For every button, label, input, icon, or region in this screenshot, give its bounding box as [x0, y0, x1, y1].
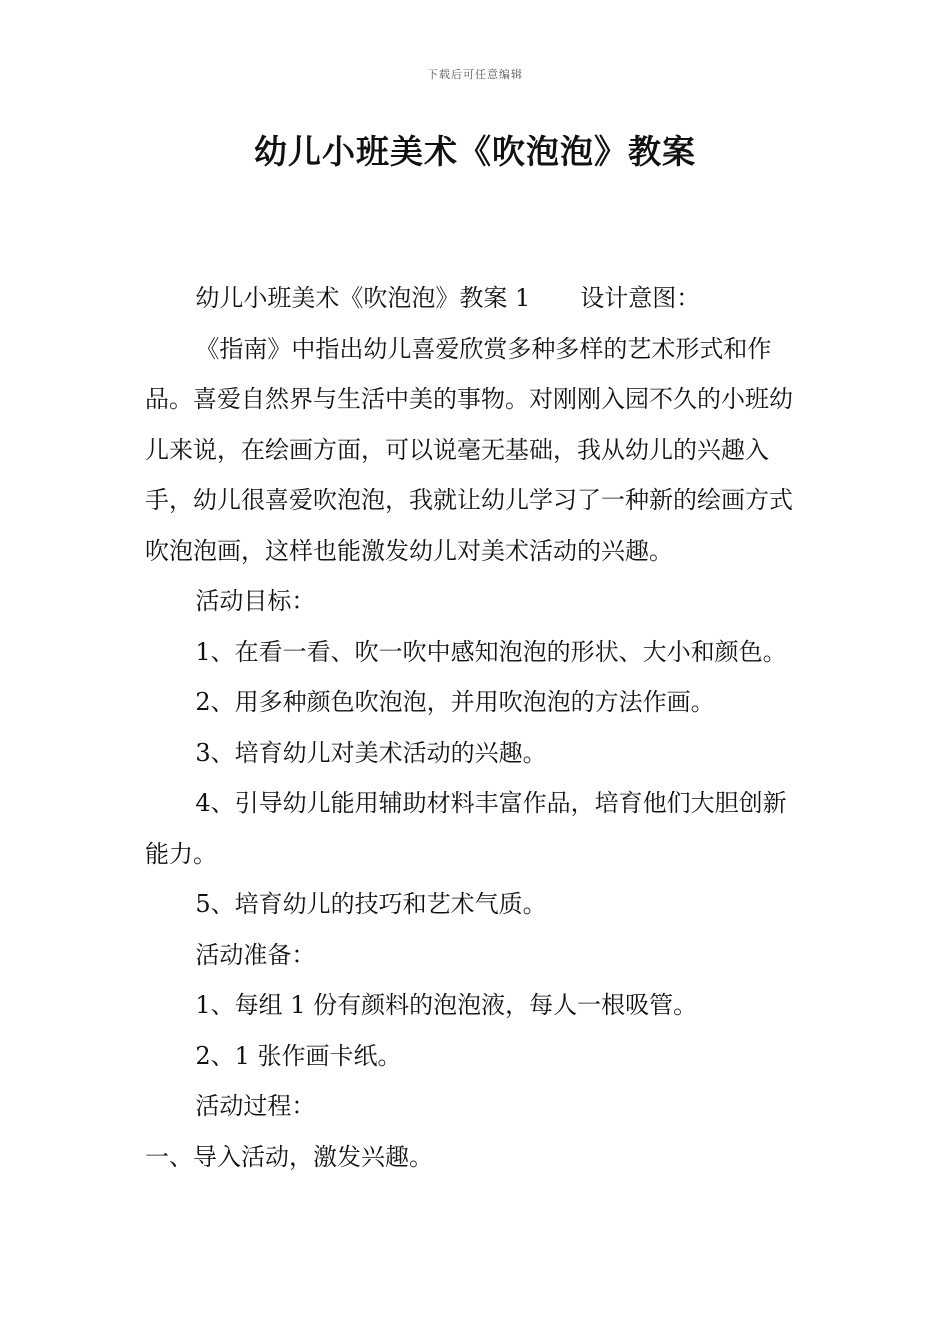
- goal-item-5: 5、培育幼儿的技巧和艺术气质。: [195, 890, 547, 918]
- heading-preparation: 活动准备：: [195, 940, 316, 969]
- heading-process: 活动过程：: [195, 1092, 316, 1120]
- page-header-note: 下载后可任意编辑: [427, 68, 523, 81]
- goal-item-4: 4、引导幼儿能用辅助材料丰富作品，培育他们大胆创新能力。: [145, 789, 787, 868]
- document-title: 幼儿小班美术《吹泡泡》教案: [254, 132, 696, 171]
- heading-goals: 活动目标：: [195, 587, 316, 615]
- preparation-item-1: 1、每组 1 份有颜料的泡泡液，每人一根吸管。: [195, 991, 698, 1019]
- design-intent-heading: 设计意图：: [580, 284, 701, 312]
- goal-item-2: 2、用多种颜色吹泡泡，并用吹泡泡的方法作画。: [195, 688, 715, 716]
- goal-item-1: 1、在看一看、吹一吹中感知泡泡的形状、大小和颜色。: [195, 637, 787, 666]
- document-body: [145, 273, 807, 1182]
- preparation-item-2: 2、1 张作画卡纸。: [195, 1041, 402, 1070]
- process-step-1: 一、导入活动，激发兴趣。: [145, 1142, 433, 1171]
- paragraph-design-intent: 《指南》中指出幼儿喜爱欣赏多种多样的艺术形式和作品。喜爱自然界与生活中美的事物。对刚刚入园不久的小班幼儿来说，在绘画方面，可以说毫无基础，我从幼儿的兴趣入手，幼儿很喜爱吹泡泡，我就让幼儿学习了一种新的绘画方式吹泡泡画，这样也能激发幼儿对美术活动的兴趣。: [145, 334, 793, 565]
- intro-line: [145, 273, 807, 324]
- goal-item-3: 3、培育幼儿对美术活动的兴趣。: [195, 738, 547, 767]
- section-title: 幼儿小班美术《吹泡泡》教案 1: [195, 284, 531, 312]
